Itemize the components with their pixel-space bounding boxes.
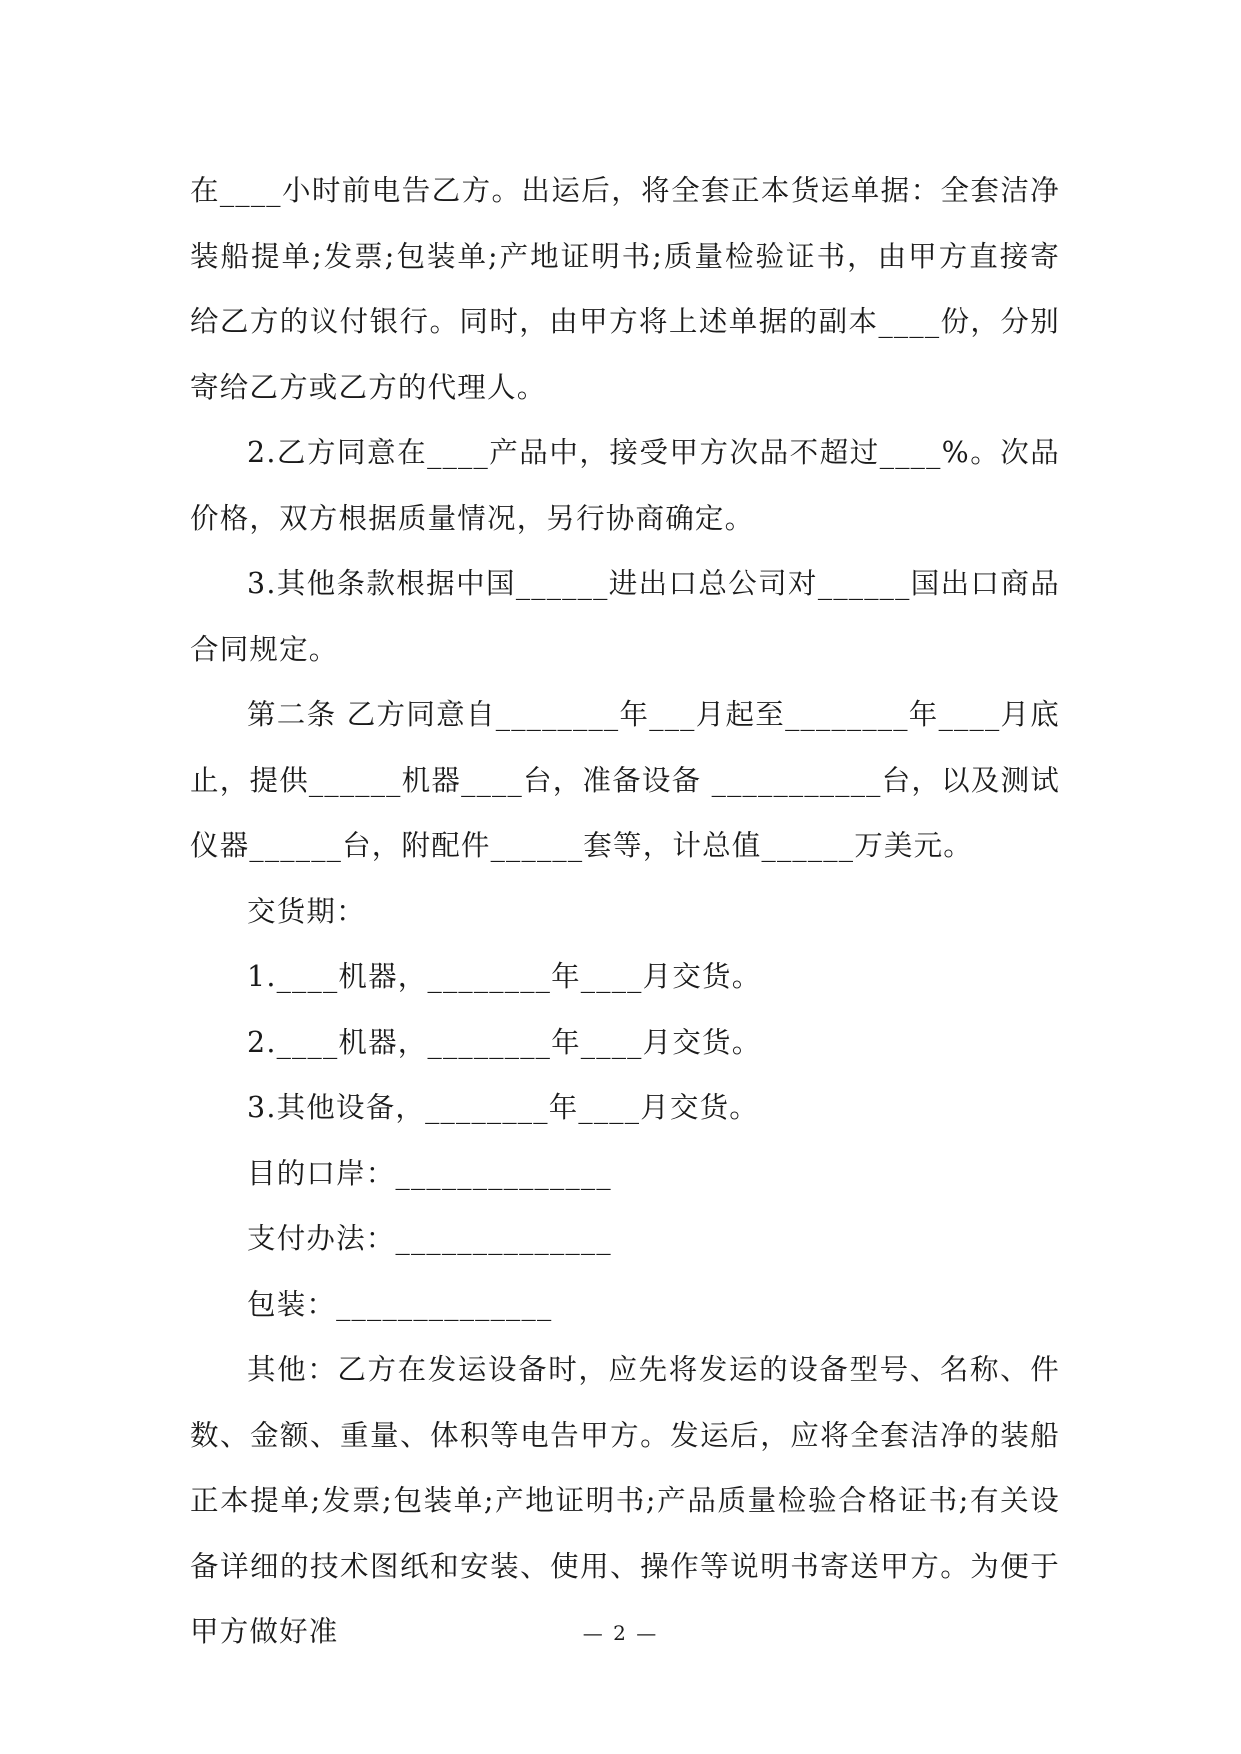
paragraph-other-shipping-notice: 其他：乙方在发运设备时，应先将发运的设备型号、名称、件数、金额、重量、体积等电告甲方。发运后，应将全套洁净的装船正本提单;发票;包装单;产地证明书;产品质量检验合格证书;有关设备详细的技术图纸和安装、使用、操作等说明书寄送甲方。为便于甲方做好准 (190, 1353, 1060, 1648)
paragraph-destination-port: 目的口岸：______________ (247, 1156, 612, 1190)
paragraph-delivery-item-1: 1.____机器，________年____月交货。 (247, 960, 762, 993)
paragraph-shipping-documents: 在____小时前电告乙方。出运后，将全套正本货运单据：全套洁净装船提单;发票;包装单;产地证明书;质量检验证书，由甲方直接寄给乙方的议付银行。同时，由甲方将上述单据的副本____份，分别寄给乙方或乙方的代理人。 (190, 174, 1060, 404)
paragraph-clause-3-other-terms: 3.其他条款根据中国______进出口总公司对______国出口商品合同规定。 (190, 567, 1060, 666)
paragraph-article-2-supply: 第二条 乙方同意自________年___月起至________年____月底止，提供______机器____台，准备设备 ___________台，以及测试仪器______台，附配件______套等，计总值______万美元。 (190, 698, 1060, 862)
document-body (190, 158, 1060, 1665)
paragraph-payment-method: 支付办法：______________ (247, 1222, 612, 1255)
paragraph-delivery-item-2: 2.____机器，________年____月交货。 (247, 1025, 762, 1059)
paragraph-clause-2-defective-goods: 2.乙方同意在____产品中，接受甲方次品不超过____%。次品价格，双方根据质量情况，另行协商确定。 (190, 436, 1060, 535)
page-number: — 2 — (582, 1621, 659, 1645)
paragraph-packing: 包装：______________ (247, 1287, 553, 1321)
paragraph-delivery-item-3: 3.其他设备，________年____月交货。 (247, 1091, 759, 1124)
paragraph-delivery-heading: 交货期： (247, 894, 366, 928)
